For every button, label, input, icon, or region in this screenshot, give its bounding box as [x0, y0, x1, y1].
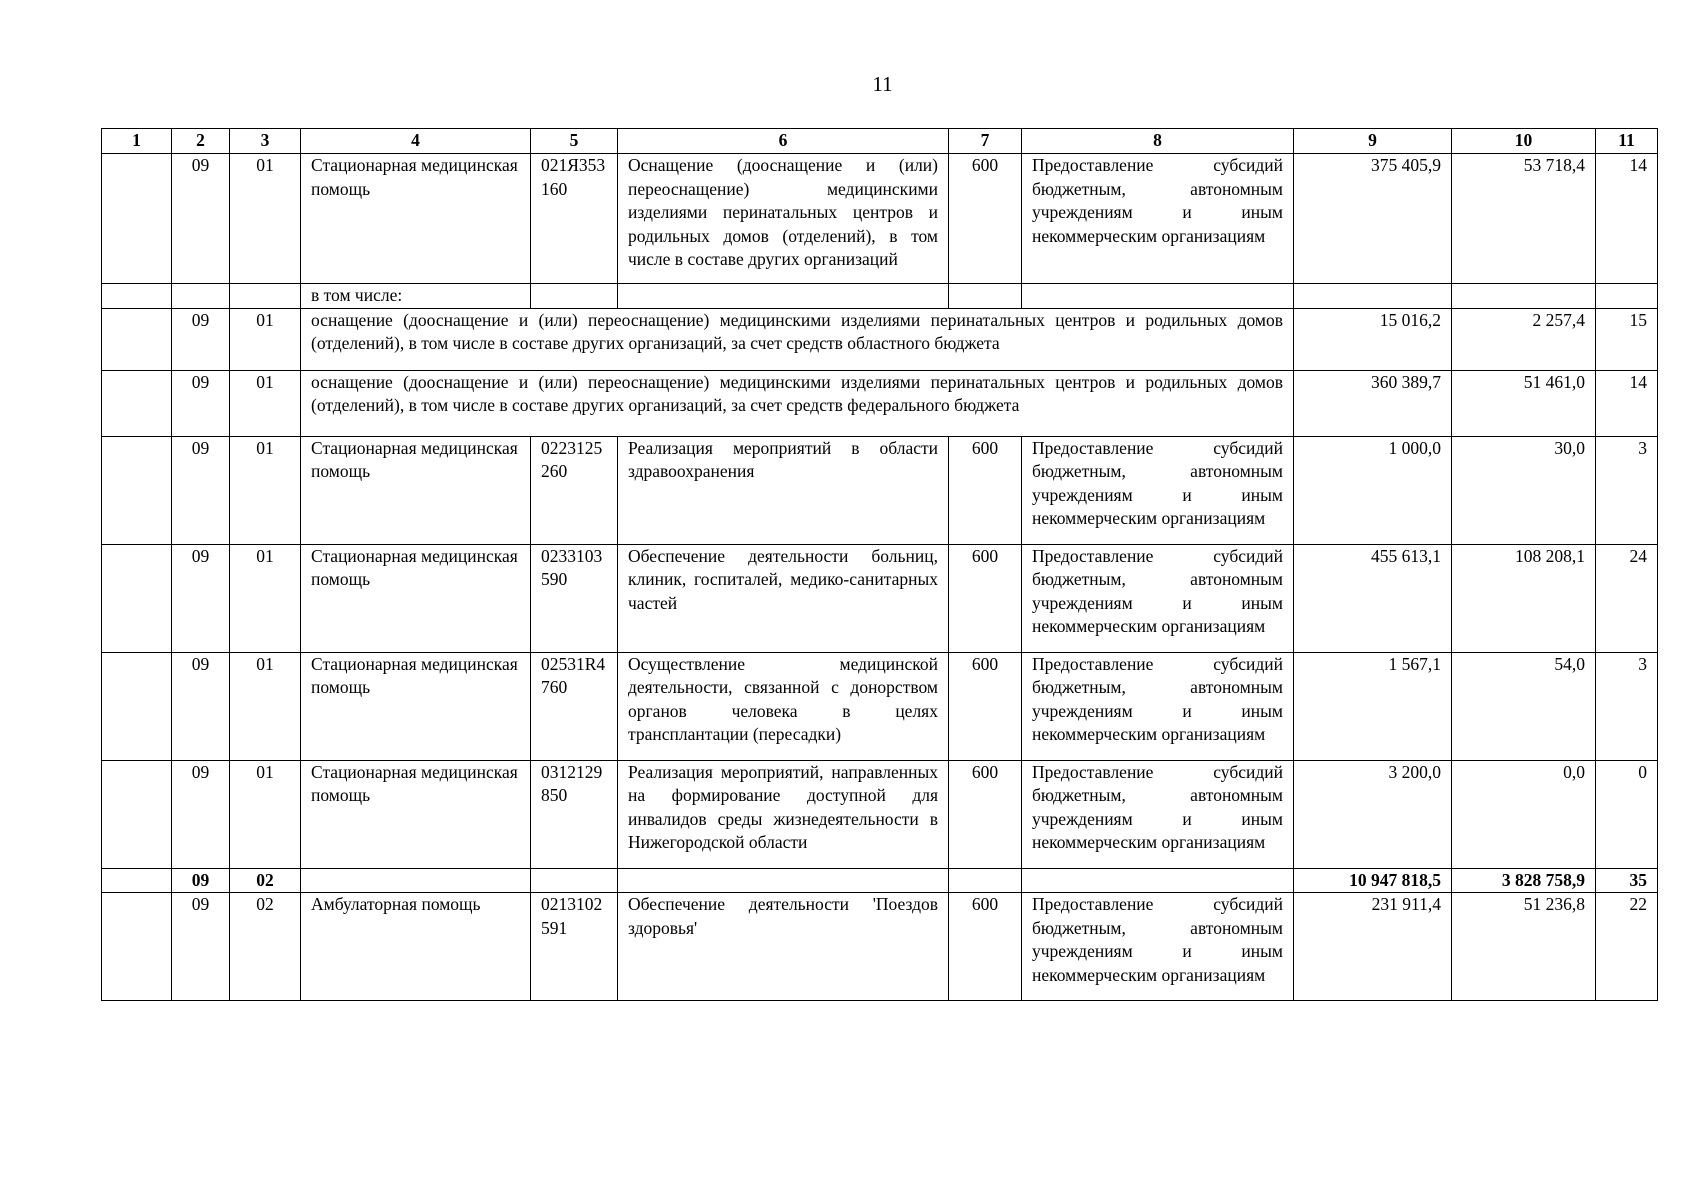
- subsection-name-cell: Стационарная медицинская помощь: [301, 544, 531, 652]
- subsection-name-cell: Стационарная медицинская помощь: [301, 760, 531, 868]
- cell-col1: [102, 544, 172, 652]
- amount-col10-cell: 108 208,1: [1452, 544, 1596, 652]
- percent-col11-cell: 24: [1596, 544, 1658, 652]
- section-code-cell: 09: [172, 544, 230, 652]
- amount-col10-cell: 51 461,0: [1452, 370, 1596, 436]
- section-code-cell: 09: [172, 370, 230, 436]
- subsection-code-cell: 02: [230, 868, 301, 893]
- subsection-code-cell: 01: [230, 436, 301, 544]
- percent-col11-cell: 22: [1596, 893, 1658, 1001]
- section-code-cell: 09: [172, 893, 230, 1001]
- expense-type-code-cell: 600: [949, 436, 1022, 544]
- cell-col1: [102, 154, 172, 284]
- section-code-cell: 09: [172, 760, 230, 868]
- purpose-cell: Оснащение (дооснащение и (или) переоснащение) медицинскими изделиями перинатальных центров и родильных домов (отделений), в том числе в составе других организаций: [618, 154, 949, 284]
- cell-col1: [102, 868, 172, 893]
- column-header-2: 2: [172, 129, 230, 154]
- cell-col4: [301, 868, 531, 893]
- percent-col11-cell: 3: [1596, 652, 1658, 760]
- column-header-11: 11: [1596, 129, 1658, 154]
- amount-col9-cell: 455 613,1: [1294, 544, 1452, 652]
- amount-col9-cell: 3 200,0: [1294, 760, 1452, 868]
- description-cell: оснащение (дооснащение и (или) переоснащение) медицинскими изделиями перинатальных центров и родильных домов (отделений), в том числе в составе других организаций, за счет средств областного бюджета: [301, 308, 1294, 370]
- expense-type-code-cell: 600: [949, 893, 1022, 1001]
- expense-type-name-cell: Предоставление субсидий бюджетным, автономным учреждениям и иным некоммерческим организациям: [1022, 760, 1294, 868]
- subsection-code-cell: 01: [230, 544, 301, 652]
- cell-col5: [531, 868, 618, 893]
- target-article-cell: 0233103590: [531, 544, 618, 652]
- column-header-6: 6: [618, 129, 949, 154]
- expense-type-name-cell: Предоставление субсидий бюджетным, автономным учреждениям и иным некоммерческим организациям: [1022, 652, 1294, 760]
- cell-col9: [1294, 284, 1452, 309]
- section-code-cell: 09: [172, 436, 230, 544]
- expense-type-code-cell: 600: [949, 652, 1022, 760]
- target-article-cell: 0213102591: [531, 893, 618, 1001]
- page-number: 11: [872, 72, 893, 96]
- table-row: [102, 370, 1658, 436]
- description-cell: оснащение (дооснащение и (или) переоснащение) медицинскими изделиями перинатальных центров и родильных домов (отделений), в том числе в составе других организаций, за счет средств федерального бюджета: [301, 370, 1294, 436]
- amount-col10-cell: 53 718,4: [1452, 154, 1596, 284]
- subsection-code-cell: 01: [230, 652, 301, 760]
- expense-type-code-cell: 600: [949, 544, 1022, 652]
- cell-col1: [102, 893, 172, 1001]
- column-header-9: 9: [1294, 129, 1452, 154]
- cell-col1: [102, 308, 172, 370]
- subsection-code-cell: 01: [230, 154, 301, 284]
- expense-type-name-cell: Предоставление субсидий бюджетным, автономным учреждениям и иным некоммерческим организациям: [1022, 893, 1294, 1001]
- column-header-8: 8: [1022, 129, 1294, 154]
- subsection-name-cell: Стационарная медицинская помощь: [301, 436, 531, 544]
- purpose-cell: Обеспечение деятельности больниц, клиник, госпиталей, медико-санитарных частей: [618, 544, 949, 652]
- subsection-code-cell: 01: [230, 370, 301, 436]
- table-row: [102, 436, 1658, 544]
- cell-col6: [618, 868, 949, 893]
- table-row: [102, 284, 1658, 309]
- column-header-1: 1: [102, 129, 172, 154]
- purpose-cell: Обеспечение деятельности 'Поездов здоровья': [618, 893, 949, 1001]
- cell-col2: [172, 284, 230, 309]
- cell-col7: [949, 868, 1022, 893]
- cell-col5: [531, 284, 618, 309]
- expense-type-name-cell: Предоставление субсидий бюджетным, автономным учреждениям и иным некоммерческим организациям: [1022, 436, 1294, 544]
- table-row: [102, 893, 1658, 1001]
- table-row: [102, 760, 1658, 868]
- column-header-10: 10: [1452, 129, 1596, 154]
- section-code-cell: 09: [172, 154, 230, 284]
- cell-col1: [102, 370, 172, 436]
- amount-col10-cell: 0,0: [1452, 760, 1596, 868]
- header-row: [102, 129, 1658, 154]
- column-header-5: 5: [531, 129, 618, 154]
- subsection-name-cell: Амбулаторная помощь: [301, 893, 531, 1001]
- expense-type-code-cell: 600: [949, 760, 1022, 868]
- target-article-cell: 02531R4760: [531, 652, 618, 760]
- amount-col10-cell: 3 828 758,9: [1452, 868, 1596, 893]
- table-row: [102, 154, 1658, 284]
- subsection-code-cell: 01: [230, 308, 301, 370]
- cell-col3: [230, 284, 301, 309]
- amount-col9-cell: 231 911,4: [1294, 893, 1452, 1001]
- expense-type-name-cell: Предоставление субсидий бюджетным, автономным учреждениям и иным некоммерческим организациям: [1022, 154, 1294, 284]
- purpose-cell: Реализация мероприятий в области здравоохранения: [618, 436, 949, 544]
- column-header-3: 3: [230, 129, 301, 154]
- percent-col11-cell: 35: [1596, 868, 1658, 893]
- amount-col9-cell: 15 016,2: [1294, 308, 1452, 370]
- budget-table: [101, 128, 1658, 1001]
- table-row: [102, 308, 1658, 370]
- subsection-code-cell: 01: [230, 760, 301, 868]
- target-article-cell: 0223125260: [531, 436, 618, 544]
- amount-col9-cell: 360 389,7: [1294, 370, 1452, 436]
- cell-col8: [1022, 868, 1294, 893]
- cell-col6: [618, 284, 949, 309]
- section-code-cell: 09: [172, 308, 230, 370]
- note-cell: в том числе:: [301, 284, 531, 309]
- percent-col11-cell: 14: [1596, 154, 1658, 284]
- cell-col1: [102, 436, 172, 544]
- percent-col11-cell: 14: [1596, 370, 1658, 436]
- subsection-name-cell: Стационарная медицинская помощь: [301, 652, 531, 760]
- amount-col9-cell: 1 000,0: [1294, 436, 1452, 544]
- column-header-7: 7: [949, 129, 1022, 154]
- target-article-cell: 0312129850: [531, 760, 618, 868]
- cell-col1: [102, 284, 172, 309]
- percent-col11-cell: 15: [1596, 308, 1658, 370]
- purpose-cell: Реализация мероприятий, направленных на формирование доступной для инвалидов среды жизнедеятельности в Нижегородской области: [618, 760, 949, 868]
- amount-col10-cell: 30,0: [1452, 436, 1596, 544]
- column-header-4: 4: [301, 129, 531, 154]
- percent-col11-cell: 0: [1596, 760, 1658, 868]
- subtotal-row: [102, 868, 1658, 893]
- subsection-name-cell: Стационарная медицинская помощь: [301, 154, 531, 284]
- section-code-cell: 09: [172, 652, 230, 760]
- target-article-cell: 021Я353160: [531, 154, 618, 284]
- expense-type-code-cell: 600: [949, 154, 1022, 284]
- cell-col8: [1022, 284, 1294, 309]
- percent-col11-cell: 3: [1596, 436, 1658, 544]
- amount-col10-cell: 2 257,4: [1452, 308, 1596, 370]
- purpose-cell: Осуществление медицинской деятельности, связанной с донорством органов человека в целях трансплантации (пересадки): [618, 652, 949, 760]
- amount-col10-cell: 54,0: [1452, 652, 1596, 760]
- subsection-code-cell: 02: [230, 893, 301, 1001]
- table-row: [102, 652, 1658, 760]
- amount-col9-cell: 1 567,1: [1294, 652, 1452, 760]
- cell-col1: [102, 760, 172, 868]
- cell-col7: [949, 284, 1022, 309]
- amount-col9-cell: 10 947 818,5: [1294, 868, 1452, 893]
- cell-col10: [1452, 284, 1596, 309]
- amount-col9-cell: 375 405,9: [1294, 154, 1452, 284]
- table-body: [102, 154, 1658, 1001]
- cell-col1: [102, 652, 172, 760]
- expense-type-name-cell: Предоставление субсидий бюджетным, автономным учреждениям и иным некоммерческим организациям: [1022, 544, 1294, 652]
- cell-col11: [1596, 284, 1658, 309]
- table-row: [102, 544, 1658, 652]
- section-code-cell: 09: [172, 868, 230, 893]
- amount-col10-cell: 51 236,8: [1452, 893, 1596, 1001]
